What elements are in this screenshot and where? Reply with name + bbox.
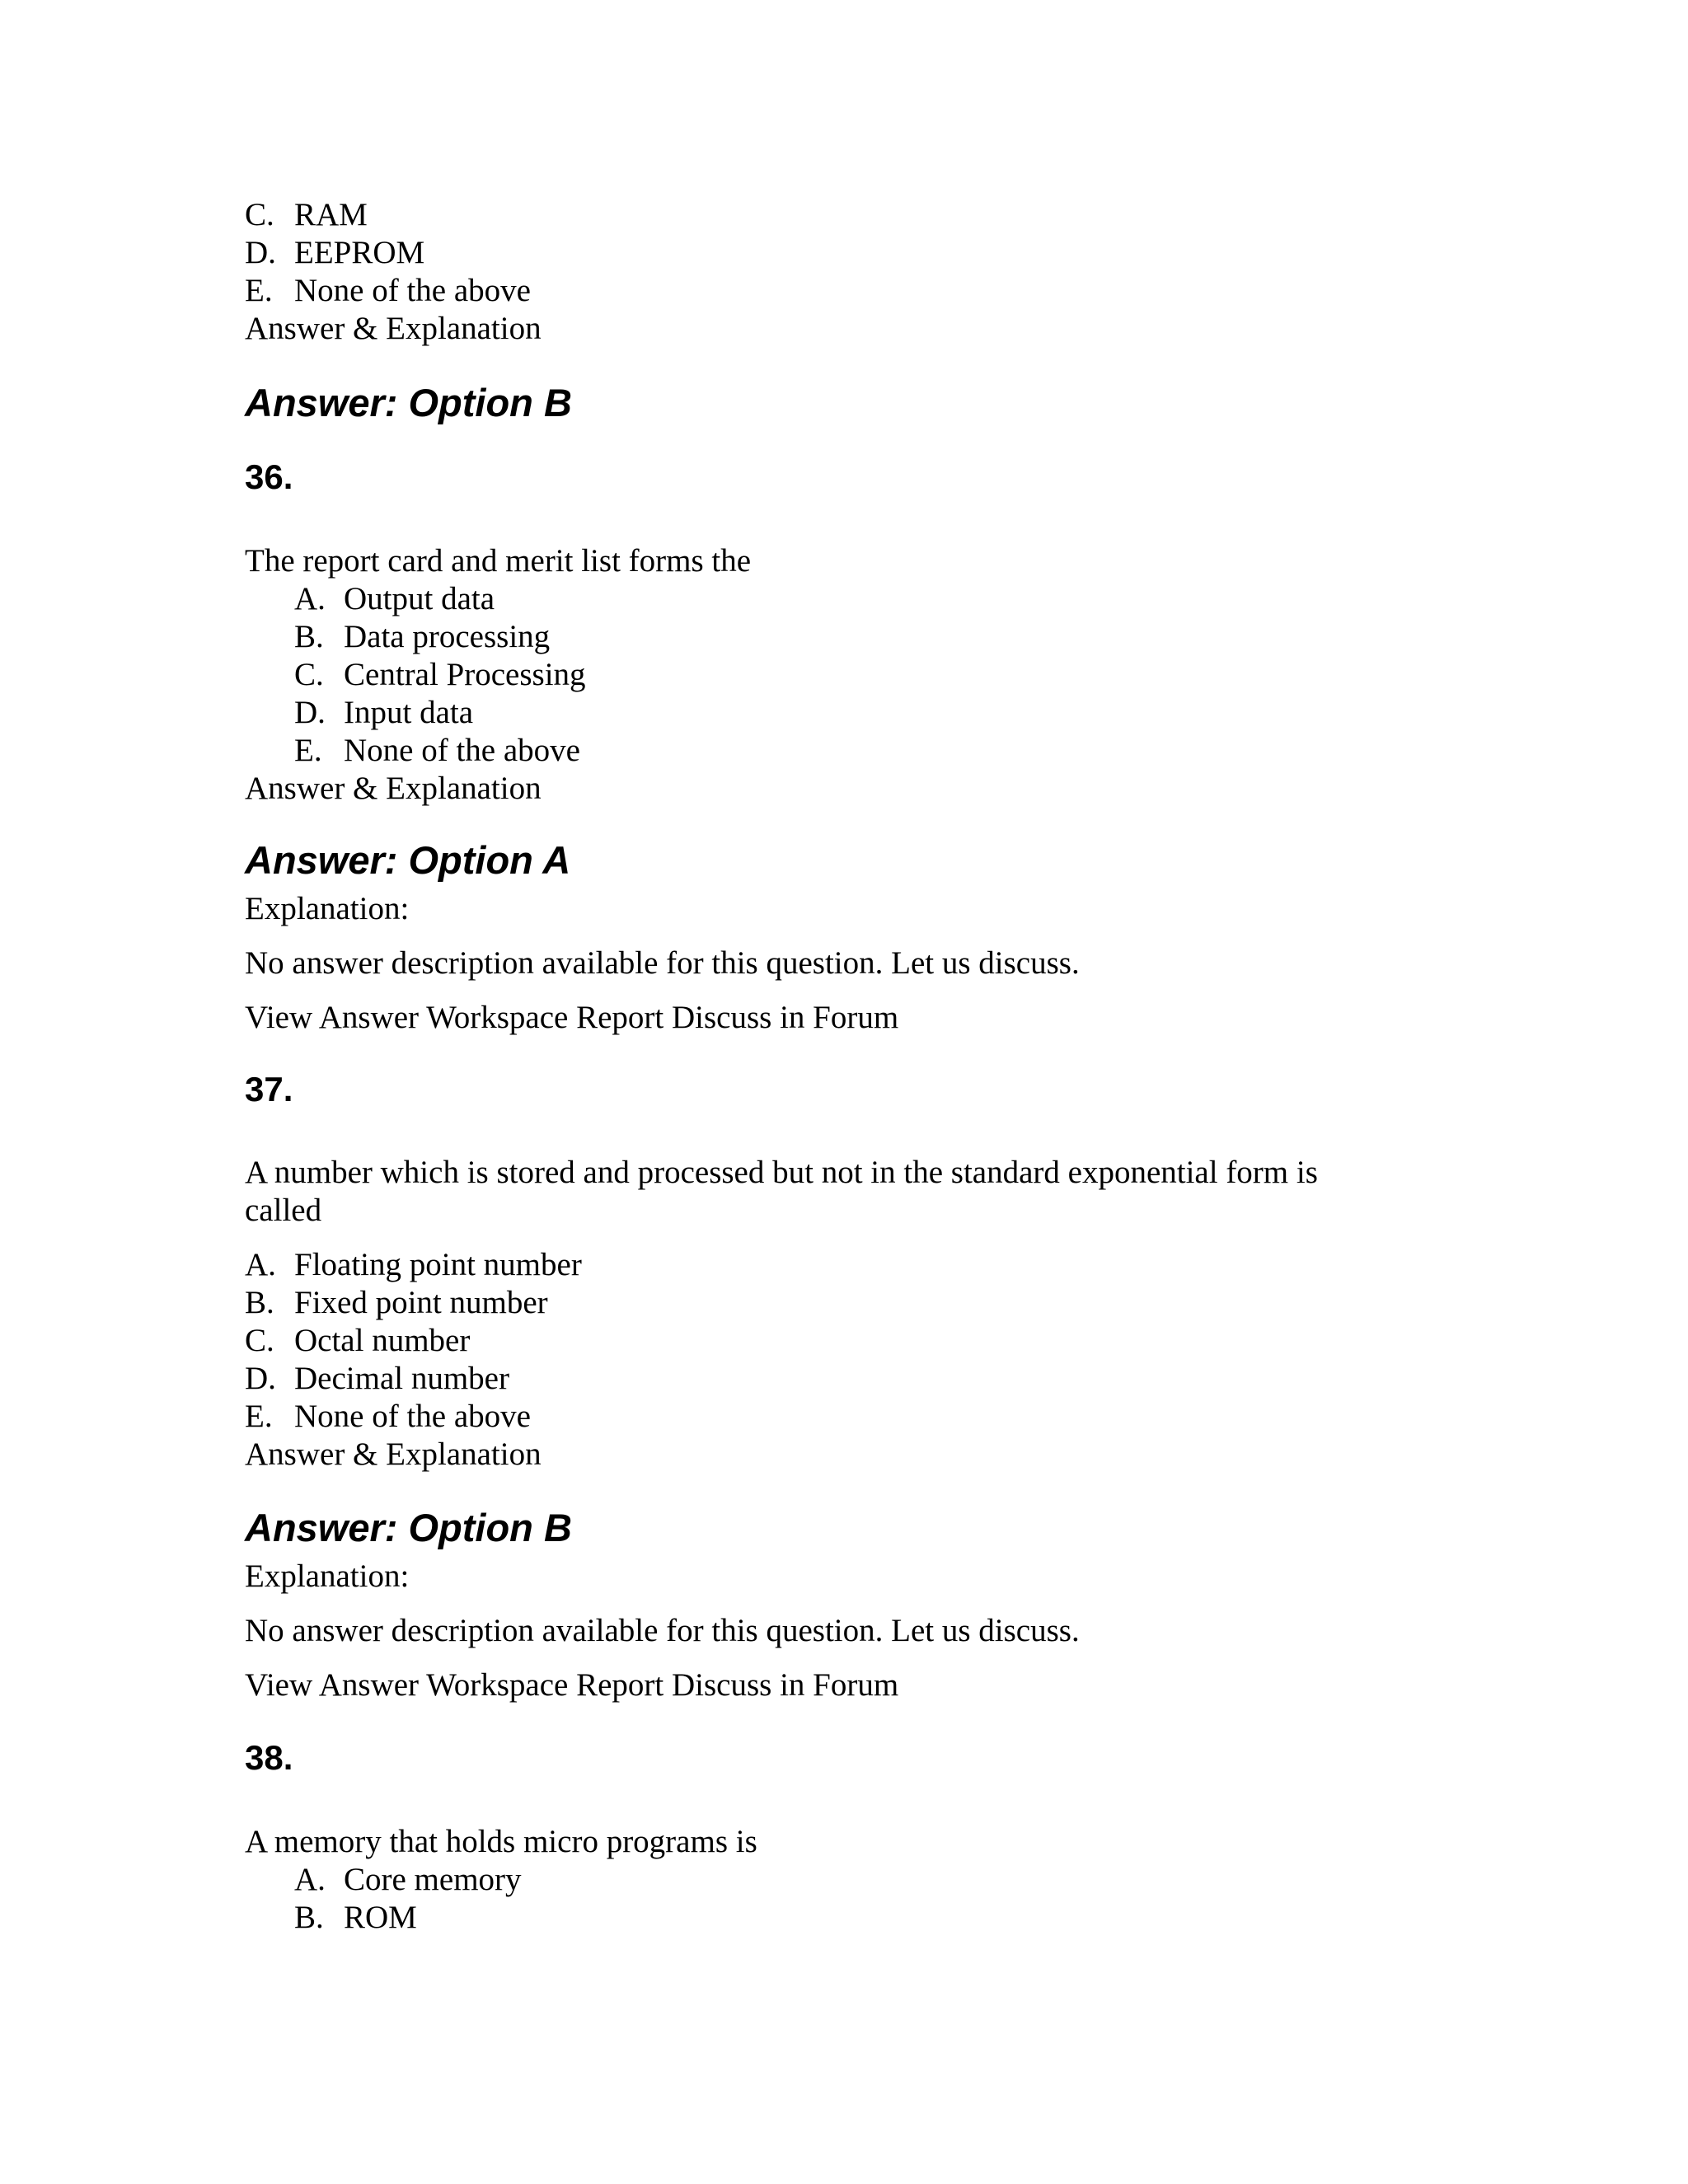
option-text: Core memory: [344, 1862, 522, 1897]
q37-option-a: [245, 1246, 582, 1284]
q38-option-b: [294, 1899, 417, 1937]
option-text: Fixed point number: [294, 1285, 548, 1320]
q38-number: 38.: [245, 1738, 293, 1777]
q38-option-a: [294, 1861, 522, 1899]
q37-answer-toggle[interactable]: Answer & Explanation: [245, 1436, 542, 1472]
option-text: Decimal number: [294, 1361, 509, 1396]
option-letter: B.: [245, 1285, 274, 1320]
q37-option-c: [245, 1322, 470, 1360]
option-text: Octal number: [294, 1323, 471, 1358]
q36-option-c: [294, 656, 586, 694]
q36-explanation-label: Explanation:: [245, 891, 410, 926]
q37-option-d: [245, 1360, 509, 1398]
option-text: Data processing: [344, 619, 551, 654]
option-text: EEPROM: [294, 235, 425, 270]
option-letter: A.: [294, 581, 326, 616]
q36-option-e: [294, 732, 580, 770]
q36-option-d: [294, 694, 473, 732]
q36-number: 36.: [245, 457, 293, 496]
q38-question: A memory that holds micro programs is: [245, 1824, 757, 1859]
q35-option-c: [245, 196, 368, 234]
q37-option-b: [245, 1284, 548, 1322]
q36-option-b: [294, 618, 550, 656]
option-text: None of the above: [294, 1399, 531, 1434]
option-letter: E.: [245, 1399, 273, 1434]
q37-action-links[interactable]: View Answer Workspace Report Discuss in Forum: [245, 1667, 899, 1703]
option-letter: A.: [294, 1862, 326, 1897]
q36-option-a: [294, 580, 495, 618]
option-text: Central Processing: [344, 657, 586, 692]
q37-question-line2: called: [245, 1193, 322, 1228]
option-letter: C.: [245, 197, 274, 232]
option-letter: C.: [294, 657, 324, 692]
q35-option-e: [245, 272, 531, 310]
q35-answer: Answer: Option B: [245, 381, 572, 424]
q36-explanation-text: No answer description available for this question. Let us discuss.: [245, 945, 1080, 981]
option-letter: B.: [294, 619, 324, 654]
q36-question: The report card and merit list forms the: [245, 543, 752, 579]
option-letter: D.: [245, 1361, 276, 1396]
option-letter: C.: [245, 1323, 274, 1358]
q37-answer: Answer: Option B: [245, 1506, 572, 1549]
option-letter: D.: [294, 695, 326, 730]
option-letter: A.: [245, 1247, 276, 1282]
q37-explanation-label: Explanation:: [245, 1558, 410, 1594]
q36-answer-toggle[interactable]: Answer & Explanation: [245, 771, 542, 806]
option-letter: E.: [294, 733, 322, 768]
q35-option-d: [245, 234, 424, 272]
q37-explanation-text: No answer description available for this question. Let us discuss.: [245, 1613, 1080, 1648]
q37-option-e: [245, 1398, 531, 1436]
option-letter: B.: [294, 1900, 324, 1935]
option-letter: D.: [245, 235, 276, 270]
q37-question-line1: A number which is stored and processed but not in the standard exponential form is: [245, 1155, 1318, 1190]
option-text: None of the above: [344, 733, 580, 768]
option-text: Input data: [344, 695, 474, 730]
option-letter: E.: [245, 273, 273, 308]
q35-answer-toggle[interactable]: Answer & Explanation: [245, 311, 542, 346]
option-text: None of the above: [294, 273, 531, 308]
q36-answer: Answer: Option A: [245, 838, 571, 882]
option-text: Output data: [344, 581, 495, 616]
option-text: Floating point number: [294, 1247, 582, 1282]
option-text: ROM: [344, 1900, 417, 1935]
q36-action-links[interactable]: View Answer Workspace Report Discuss in Forum: [245, 1000, 899, 1035]
option-text: RAM: [294, 197, 368, 232]
q37-number: 37.: [245, 1070, 293, 1108]
